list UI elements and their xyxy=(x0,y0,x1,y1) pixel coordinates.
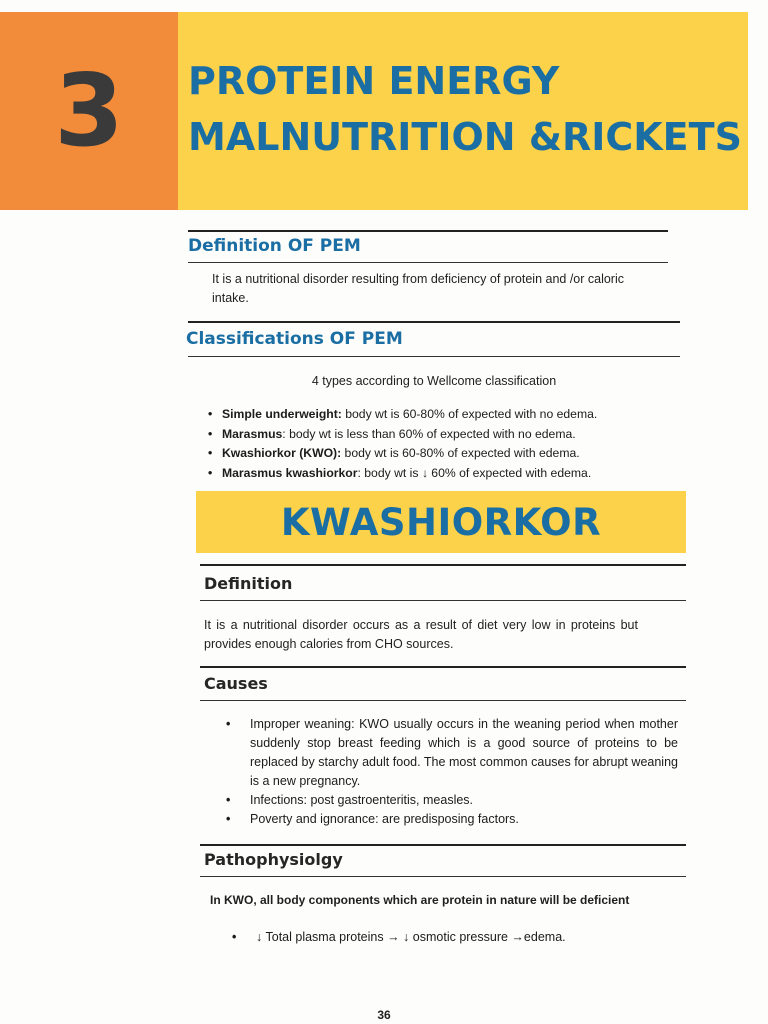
chapter-number-box xyxy=(0,12,178,210)
chapter-number: 3 xyxy=(54,52,124,169)
kwo-definition-text: It is a nutritional disorder occurs as a result of diet very low in proteins but provides enough calories from CHO sources. xyxy=(204,618,638,651)
pem-types-list xyxy=(206,405,676,483)
kwo-definition-heading: Definition xyxy=(204,574,293,593)
kwashiorkor-title: KWASHIORKOR xyxy=(280,500,602,544)
chapter-title-line-2: MALNUTRITION &RICKETS xyxy=(188,115,742,159)
page-number: 36 xyxy=(377,1008,391,1022)
list-item: • ↓ Total plasma proteins → ↓ osmotic pressure →edema. xyxy=(232,928,652,947)
pem-classification-heading: Classifications OF PEM xyxy=(186,329,403,349)
type-term: Simple underweight: xyxy=(222,407,342,421)
divider xyxy=(200,700,686,701)
divider xyxy=(188,262,668,263)
divider xyxy=(200,876,686,877)
type-description: body wt is 60-80% of expected with no edema. xyxy=(341,407,598,421)
causes-list xyxy=(226,715,678,829)
divider xyxy=(188,356,680,357)
list-item xyxy=(206,444,676,464)
divider xyxy=(188,230,668,232)
divider xyxy=(200,564,686,566)
pem-definition-text: It is a nutritional disorder resulting from deficiency of protein and /or caloric intake. xyxy=(212,272,624,305)
pathophysiology-list xyxy=(232,928,652,947)
chapter-title-banner xyxy=(178,12,748,210)
type-description: body wt is 60-80% of expected with edema. xyxy=(341,446,580,460)
list-item: • Improper weaning: KWO usually occurs in the weaning period when mother suddenly stop breast feeding which is a good source of proteins to be replaced by starchy adult food. The most common causes for abrupt weaning is a new pregnancy. xyxy=(226,715,678,791)
type-term: Kwashiorkor (KWO): xyxy=(222,446,342,460)
pathophysiology-heading: Pathophysiolgy xyxy=(204,850,343,869)
divider xyxy=(200,844,686,846)
chapter-title-line-1: PROTEIN ENERGY xyxy=(188,59,560,103)
type-term: Marasmus kwashiorkor xyxy=(222,465,358,480)
divider xyxy=(200,600,686,601)
list-item xyxy=(206,405,676,425)
list-item xyxy=(206,425,676,445)
pem-definition-heading: Definition OF PEM xyxy=(188,236,361,256)
pathophysiology-intro: In KWO, all body components which are protein in nature will be deficient xyxy=(210,893,630,907)
list-item: • Poverty and ignorance: are predisposing factors. xyxy=(226,810,678,829)
list-item xyxy=(206,464,676,484)
list-item: • Infections: post gastroenteritis, measles. xyxy=(226,791,678,810)
divider xyxy=(200,666,686,668)
kwashiorkor-banner xyxy=(196,491,686,553)
type-description: : body wt is ↓ 60% of expected with edema. xyxy=(357,465,592,480)
type-description: : body wt is less than 60% of expected with no edema. xyxy=(282,426,576,441)
causes-heading: Causes xyxy=(204,674,268,693)
type-term: Marasmus xyxy=(222,426,283,441)
classification-intro: 4 types according to Wellcome classification xyxy=(311,374,557,388)
divider xyxy=(188,321,680,323)
